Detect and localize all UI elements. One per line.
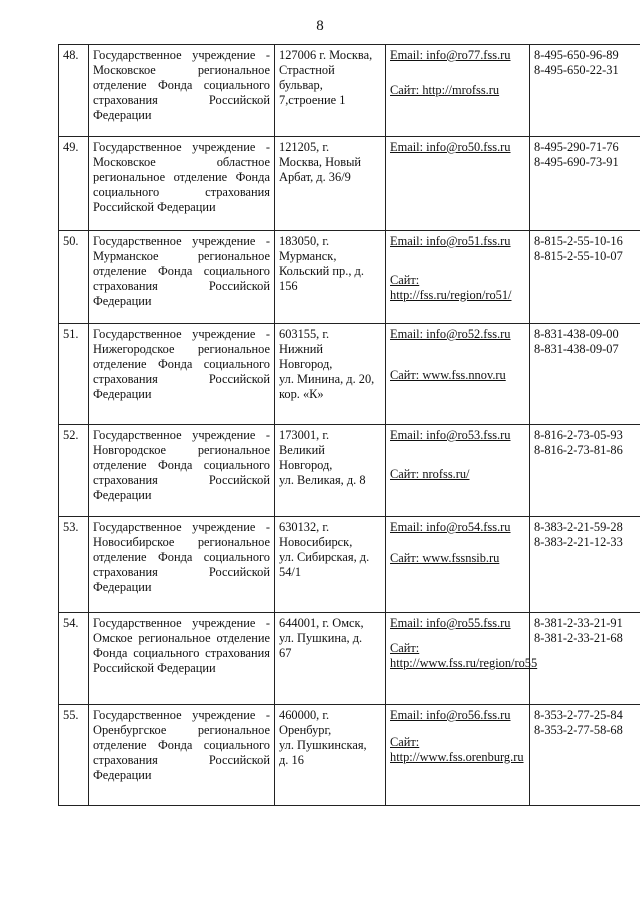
institution-name: Государственное учреждение - Московское региональное отделение Фонда социального страхования Российской Федерации <box>89 45 275 137</box>
web-contacts <box>386 425 530 517</box>
phone-number: 8-831-438-09-07 <box>534 341 619 356</box>
email-link[interactable]: Email: info@ro52.fss.ru <box>390 327 511 341</box>
address: 183050, г. Мурманск, Кольский пр., д. 156 <box>275 231 386 324</box>
phones <box>530 137 640 231</box>
row-number: 50. <box>59 231 89 324</box>
email-link[interactable]: Email: info@ro54.fss.ru <box>390 520 511 534</box>
row-number: 55. <box>59 705 89 806</box>
table-row <box>59 45 640 137</box>
institution-name: Государственное учреждение - Московское областное региональное отделение Фонда социального страхования Российской Федерации <box>89 137 275 231</box>
site-link[interactable]: Сайт: www.fssnsib.ru <box>390 550 500 565</box>
institution-name: Государственное учреждение - Омское региональное отделение Фонда социального страхования Российской Федерации <box>89 613 275 705</box>
email-link[interactable]: Email: info@ro56.fss.ru <box>390 708 511 722</box>
site-link[interactable]: Сайт: www.fss.nnov.ru <box>390 367 506 382</box>
table-row <box>59 324 640 425</box>
address: 460000, г. Оренбург, ул. Пушкинская, д. 16 <box>275 705 386 806</box>
address: 644001, г. Омск, ул. Пушкина, д. 67 <box>275 613 386 705</box>
institution-name: Государственное учреждение - Оренбургское региональное отделение Фонда социального страхования Российской Федерации <box>89 705 275 806</box>
address: 173001, г. Великий Новгород, ул. Великая, д. 8 <box>275 425 386 517</box>
email-link[interactable]: Email: info@ro53.fss.ru <box>390 428 511 442</box>
row-number: 51. <box>59 324 89 425</box>
row-number: 52. <box>59 425 89 517</box>
web-contacts <box>386 231 530 324</box>
institution-name: Государственное учреждение - Мурманское региональное отделение Фонда социального страхования Российской Федерации <box>89 231 275 324</box>
phones <box>530 45 640 137</box>
site-link[interactable]: Сайт: nrofss.ru/ <box>390 466 470 481</box>
phone-number: 8-495-690-73-91 <box>534 154 619 169</box>
email-link[interactable]: Email: info@ro51.fss.ru <box>390 234 511 248</box>
institution-name: Государственное учреждение - Нижегородское региональное отделение Фонда социального страхования Российской Федерации <box>89 324 275 425</box>
phone-number: 8-495-290-71-76 <box>534 140 619 154</box>
address: 121205, г. Москва, Новый Арбат, д. 36/9 <box>275 137 386 231</box>
phones <box>530 613 640 705</box>
address: 127006 г. Москва, Страстной бульвар, 7,строение 1 <box>275 45 386 137</box>
site-link[interactable]: Сайт: http://www.fss.ru/region/ro55 <box>390 640 538 670</box>
email-link[interactable]: Email: info@ro77.fss.ru <box>390 48 511 62</box>
row-number: 53. <box>59 517 89 613</box>
phones <box>530 517 640 613</box>
phones <box>530 425 640 517</box>
phone-number: 8-815-2-55-10-07 <box>534 248 623 263</box>
row-number: 49. <box>59 137 89 231</box>
page-number: 8 <box>316 18 324 34</box>
email-link[interactable]: Email: info@ro55.fss.ru <box>390 616 511 630</box>
row-number: 54. <box>59 613 89 705</box>
phones <box>530 705 640 806</box>
phone-number: 8-383-2-21-12-33 <box>534 534 623 549</box>
web-contacts <box>386 45 530 137</box>
phone-number: 8-816-2-73-05-93 <box>534 428 623 442</box>
phone-number: 8-831-438-09-00 <box>534 327 619 341</box>
phones <box>530 231 640 324</box>
phone-number: 8-495-650-22-31 <box>534 62 619 77</box>
site-link[interactable]: Сайт: http://www.fss.orenburg.ru <box>390 734 524 764</box>
phone-number: 8-495-650-96-89 <box>534 48 619 62</box>
address: 603155, г. Нижний Новгород, ул. Минина, д. 20, кор. «К» <box>275 324 386 425</box>
table-row <box>59 137 640 231</box>
web-contacts <box>386 324 530 425</box>
web-contacts <box>386 517 530 613</box>
institution-name: Государственное учреждение - Новгородское региональное отделение Фонда социального страхования Российской Федерации <box>89 425 275 517</box>
phone-number: 8-815-2-55-10-16 <box>534 234 623 248</box>
phone-number: 8-381-2-33-21-91 <box>534 616 623 630</box>
phone-number: 8-353-2-77-58-68 <box>534 722 623 737</box>
address: 630132, г. Новосибирск, ул. Сибирская, д. 54/1 <box>275 517 386 613</box>
table-row <box>59 705 640 806</box>
table-row <box>59 425 640 517</box>
row-number: 48. <box>59 45 89 137</box>
table-row <box>59 231 640 324</box>
institution-name: Государственное учреждение - Новосибирское региональное отделение Фонда социального страхования Российской Федерации <box>89 517 275 613</box>
phones <box>530 324 640 425</box>
phone-number: 8-381-2-33-21-68 <box>534 630 623 645</box>
web-contacts <box>386 613 538 705</box>
phone-number: 8-353-2-77-25-84 <box>534 708 623 722</box>
email-link[interactable]: Email: info@ro50.fss.ru <box>390 140 511 154</box>
web-contacts <box>386 705 530 806</box>
web-contacts <box>386 137 530 231</box>
site-link[interactable]: Сайт: http://mrofss.ru <box>390 82 500 97</box>
table-row <box>59 613 640 705</box>
site-link[interactable]: Сайт: http://fss.ru/region/ro51/ <box>390 272 512 302</box>
phone-number: 8-383-2-21-59-28 <box>534 520 623 534</box>
table-row <box>59 517 640 613</box>
phone-number: 8-816-2-73-81-86 <box>534 442 623 457</box>
fss-offices-table <box>58 44 640 806</box>
